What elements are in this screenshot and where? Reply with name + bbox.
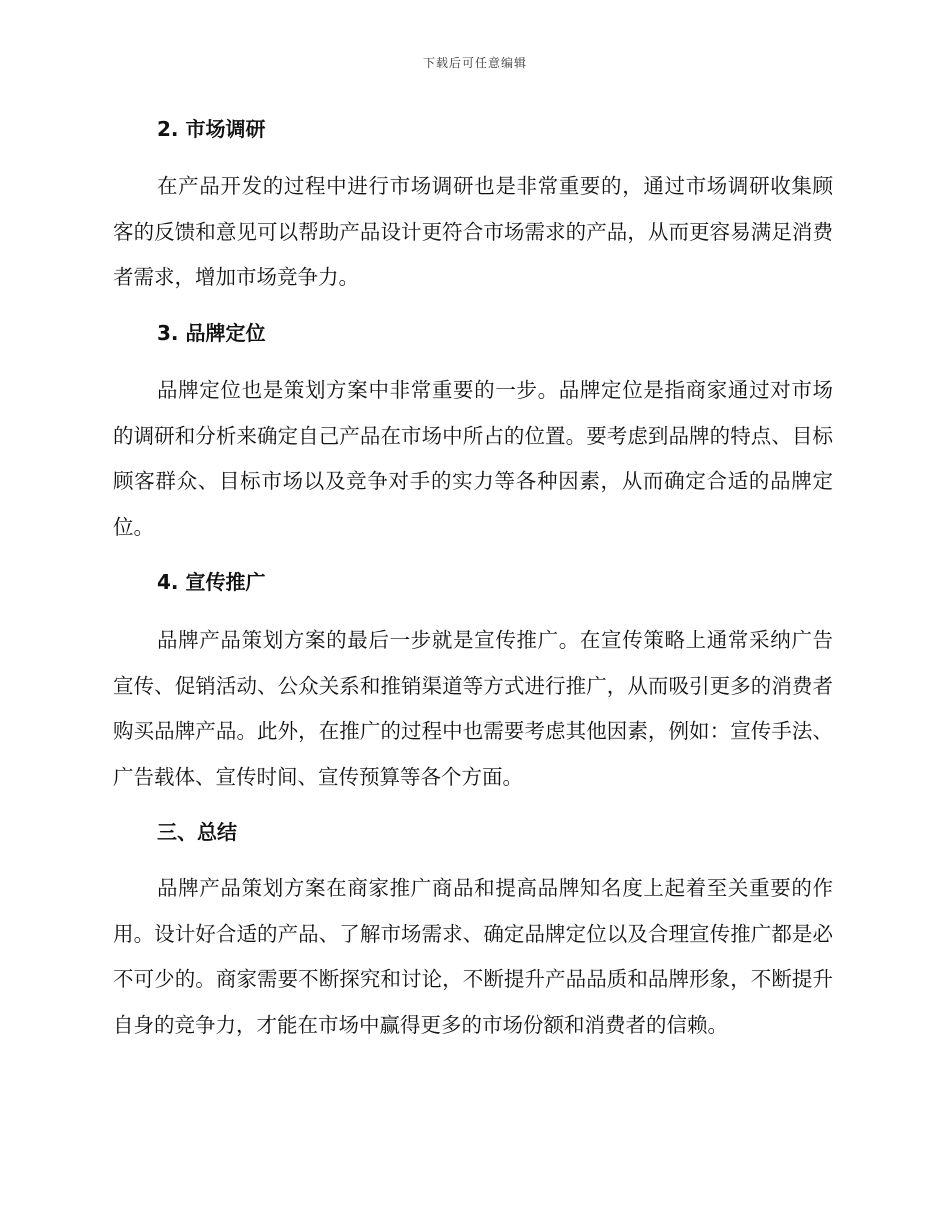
section-heading-market-research: 2. 市场调研 bbox=[157, 117, 266, 141]
page-header: 下载后可任意编辑 bbox=[422, 56, 527, 70]
section-body-brand-positioning: 品牌定位也是策划方案中非常重要的一步。品牌定位是指商家通过对市场的调研和分析来确定自己产品在市场中所占的位置。要考虑到品牌的特点、目标顾客群众、目标市场以及竞争对手的实力等各种因素，从而确定合适的品牌定位。 bbox=[113, 378, 833, 539]
section-heading-brand-positioning: 3. 品牌定位 bbox=[157, 321, 266, 345]
section-heading-summary: 三、总结 bbox=[157, 820, 237, 844]
section-heading-promotion: 4. 宣传推广 bbox=[157, 570, 266, 594]
section-body-promotion: 品牌产品策划方案的最后一步就是宣传推广。在宣传策略上通常采纳广告宣传、促销活动、公众关系和推销渠道等方式进行推广，从而吸引更多的消费者购买品牌产品。此外，在推广的过程中也需要考虑其他因素，例如：宣传手法、广告载体、宣传时间、宣传预算等各个方面。 bbox=[113, 628, 833, 789]
section-body-market-research: 在产品开发的过程中进行市场调研也是非常重要的，通过市场调研收集顾客的反馈和意见可以帮助产品设计更符合市场需求的产品，从而更容易满足消费者需求，增加市场竞争力。 bbox=[113, 174, 833, 289]
section-body-summary: 品牌产品策划方案在商家推广商品和提高品牌知名度上起着至关重要的作用。设计好合适的产品、了解市场需求、确定品牌定位以及合理宣传推广都是必不可少的。商家需要不断探究和讨论，不断提升产品品质和品牌形象，不断提升自身的竞争力，才能在市场中赢得更多的市场份额和消费者的信赖。 bbox=[113, 876, 833, 1037]
